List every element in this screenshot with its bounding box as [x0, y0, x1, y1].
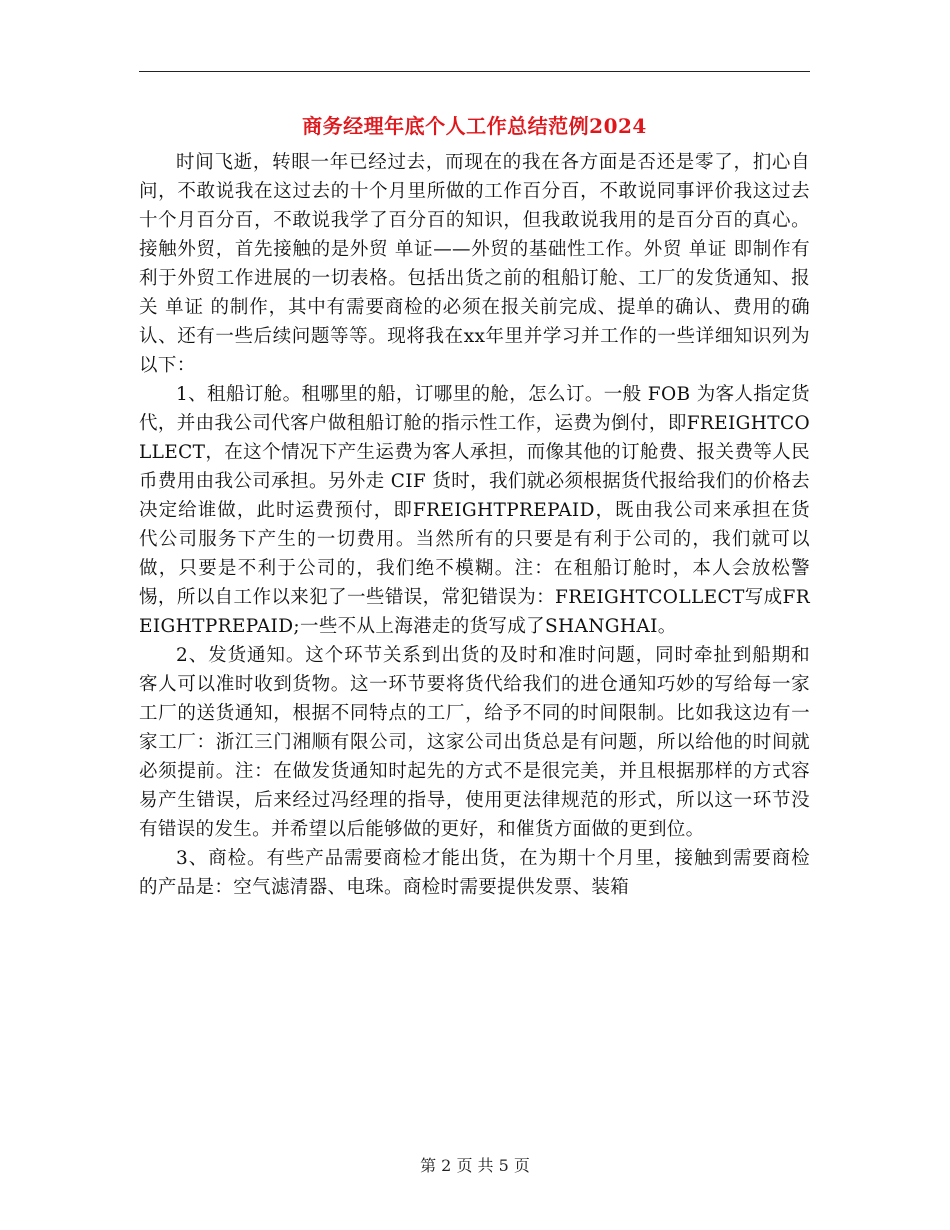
paragraph-delivery-notice: 2、发货通知。这个环节关系到出货的及时和准时问题，同时牵扯到船期和客人可以准时收到货物。这一环节要将货代给我们的进仓通知巧妙的写给每一家工厂的送货通知，根据不同特点的工厂，给予不同的时间限制。比如我这边有一家工厂：浙江三门湘顺有限公司，这家公司出货总是有问题，所以给他的时间就必须提前。注：在做发货通知时起先的方式不是很完美，并且根据那样的方式容易产生错误，后来经过冯经理的指导，使用更法律规范的形式，所以这一环节没有错误的发生。并希望以后能够做的更好，和催货方面做的更到位。	[139, 645, 810, 840]
paragraph-intro: 时间飞逝，转眼一年已经过去，而现在的我在各方面是否还是零了，扪心自问，不敢说我在这过去的十个月里所做的工作百分百，不敢说同事评价我这过去十个月百分百，不敢说我学了百分百的知识，但我敢说我用的是百分百的真心。接触外贸，首先接触的是外贸 单证——外贸的基础性工作。外贸 单证 即制作有利于外贸工作进展的一切表格。包括出货之前的租船订舱、工厂的发货通知、报关 单证 的制作，其中有需要商检的必须在报关前完成、提单的确认、费用的确认、还有一些后续问题等等。现将我在xx年里并学习并工作的一些详细知识列为以下：	[139, 152, 810, 376]
document-title: 商务经理年底个人工作总结范例2024	[302, 114, 647, 138]
document-body	[139, 148, 810, 902]
page-number: 第 2 页 共 5 页	[420, 1156, 530, 1175]
paragraph-inspection: 3、商检。有些产品需要商检才能出货，在为期十个月里，接触到需要商检的产品是：空气滤清器、电珠。商检时需要提供发票、装箱	[139, 848, 810, 898]
header-rule	[139, 71, 810, 72]
page-footer	[0, 1153, 950, 1176]
paragraph-shipping-booking: 1、租船订舱。租哪里的船，订哪里的舱，怎么订。一般 FOB 为客人指定货代，并由我公司代客户做租船订舱的指示性工作，运费为倒付，即FREIGHTCOLLECT，在这个情况下产生运费为客人承担，而像其他的订舱费、报关费等人民币费用由我公司承担。另外走 CIF 货时，我们就必须根据货代报给我们的价格去决定给谁做，此时运费预付，即FREIGHTPREPAID，既由我公司来承担在货代公司服务下产生的一切费用。当然所有的只要是有利于公司的，我们就可以做，只要是不利于公司的，我们绝不模糊。注：在租船订舱时，本人会放松警惕，所以自工作以来犯了一些错误，常犯错误为：FREIGHTCOLLECT写成FREIGHTPREPAID;一些不从上海港走的货写成了SHANGHAI。	[139, 384, 810, 637]
